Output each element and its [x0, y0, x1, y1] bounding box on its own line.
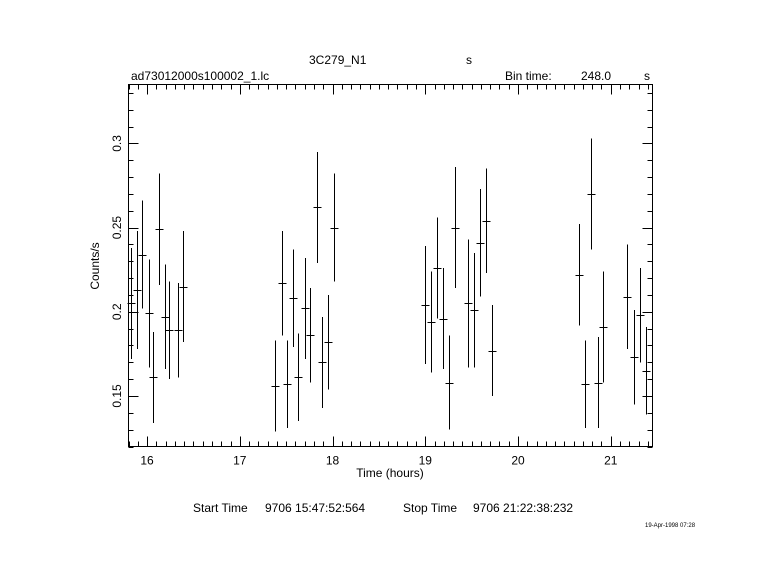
data-point [150, 332, 158, 423]
data-point [166, 281, 174, 379]
x-tick-label: 18 [325, 453, 340, 468]
data-point [162, 265, 170, 369]
data-point [471, 253, 479, 367]
data-point [600, 271, 608, 382]
data-point [588, 138, 596, 249]
y-tick-label: 0.15 [110, 384, 124, 408]
data-point [624, 244, 632, 348]
x-tick-label: 19 [418, 453, 432, 468]
data-point [290, 250, 298, 348]
data-points [128, 138, 651, 431]
tick-labels [110, 135, 618, 468]
start-time-label: Start Time [193, 501, 248, 515]
data-point [477, 189, 485, 297]
data-point [175, 283, 183, 377]
data-point [284, 340, 292, 428]
y-tick-label: 0.2 [110, 303, 124, 321]
bin-time-value: 248.0 [581, 69, 612, 83]
data-point [489, 305, 497, 396]
start-time-value: 9706 15:47:52:564 [265, 501, 366, 515]
filename-label: ad73012000s100002_1.lc [131, 69, 270, 83]
data-point [582, 340, 590, 428]
data-point [146, 260, 154, 368]
x-axis-label: Time (hours) [356, 466, 424, 480]
x-tick-label: 20 [511, 453, 525, 468]
data-point [139, 201, 147, 309]
y-tick-label: 0.25 [110, 215, 124, 240]
data-point [325, 295, 333, 389]
data-point [428, 271, 436, 372]
data-point [631, 310, 639, 404]
plot-timestamp: 19-Apr-1998 07:28 [645, 523, 696, 529]
bin-time-unit: s [644, 69, 650, 83]
y-axis-label: Counts/s [88, 242, 102, 290]
plot-frame [129, 85, 653, 447]
x-tick-label: 17 [233, 453, 247, 468]
data-point [446, 335, 454, 429]
data-point [180, 231, 188, 342]
data-point [279, 231, 287, 335]
data-point [302, 258, 310, 359]
x-tick-label: 21 [604, 453, 618, 468]
stop-time-label: Stop Time [403, 501, 458, 515]
data-point [272, 340, 280, 431]
data-point [331, 174, 339, 282]
object-title: 3C279_N1 [309, 53, 367, 67]
data-point [452, 167, 460, 288]
data-point [307, 288, 315, 382]
x-tick-label: 16 [140, 453, 154, 468]
y-tick-label: 0.3 [110, 135, 124, 152]
data-point [595, 337, 603, 428]
title-units: s [466, 53, 472, 67]
bin-time-label: Bin time: [505, 69, 552, 83]
data-point [314, 152, 322, 263]
data-point [434, 218, 442, 319]
data-point [422, 246, 430, 364]
axis-ticks [129, 85, 653, 448]
data-point [319, 317, 327, 408]
data-point [483, 169, 491, 273]
data-point [295, 334, 303, 422]
data-point [576, 224, 584, 325]
data-point [643, 327, 651, 415]
data-point [134, 231, 142, 349]
data-point [465, 239, 473, 367]
data-point [440, 268, 448, 369]
data-point [637, 268, 645, 362]
stop-time-value: 9706 21:22:38:232 [473, 501, 574, 515]
data-point [156, 174, 164, 285]
